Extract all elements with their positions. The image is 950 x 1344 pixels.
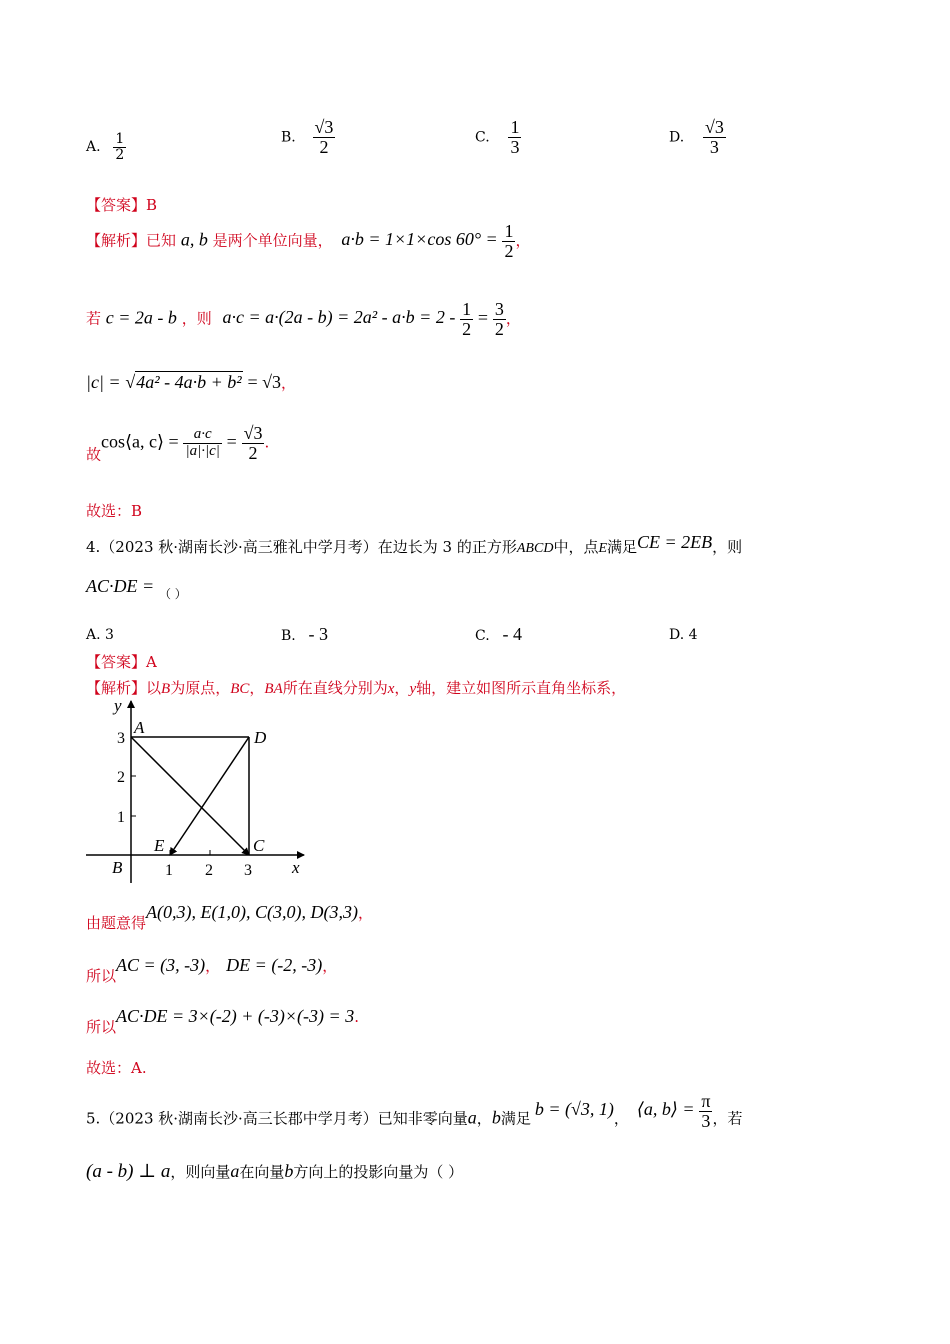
q3-conclusion: 故选：B	[86, 502, 143, 520]
q3-analysis-line2: 若 c = 2a - b ，则 a·c = a·(2a - b) = 2a² - a·b = 2 - $\frac{1}{2}$ = $\frac{3}{2}$ ，	[86, 299, 521, 339]
condition-formula: CE = 2EB	[637, 532, 713, 552]
q4-option-d: D. 4	[669, 627, 698, 643]
option-label: B.	[281, 129, 296, 146]
q5-stem-line2: (a - b) ⊥ a，则向量a在向量b方向上的投影向量为（ ）	[86, 1161, 464, 1182]
x-axis-label: x	[292, 858, 300, 877]
tick-label-x-3: 3	[244, 862, 252, 879]
q5-stem-line1: 5.（2023 秋·湖南长沙·高三长郡中学月考）已知非零向量a，b满足 b = (√3, 1)， ⟨a, b⟩ = $\frac{\pi}{3}$ ，若	[86, 1091, 743, 1131]
q3-analysis-line4: 故cos⟨a, c⟩ = $\frac{a\cdot c}{|a|\cdot|c|}$ = $\frac{√3}{2}$ .	[86, 423, 270, 464]
perpendicular-condition: (a - b) ⊥ a	[86, 1161, 171, 1182]
q3-option-d	[669, 118, 726, 157]
dot-product-formula: AC·DE = 3×(-2) + (-3)×(-3) = 3	[116, 1006, 355, 1026]
tick-label-x-1: 1	[165, 862, 173, 879]
q4-solution-line1: 由题意得A(0,3), E(1,0), C(3,0), D(3,3)，	[86, 902, 373, 932]
q3-analysis-line1: 【解析】已知 a, b 是两个单位向量， a·b = 1×1×cos 60° = $\frac{1}{2}$ ，	[86, 221, 531, 261]
point-A-label: A	[134, 718, 145, 737]
math-formula: cos⟨a, c⟩ =	[101, 431, 179, 452]
point-D-label: D	[254, 728, 267, 747]
point-C-label: C	[253, 836, 265, 855]
q3-option-b	[281, 118, 335, 157]
q4-answer: 【答案】A	[86, 653, 157, 671]
fraction: $\frac{1}{3}$	[510, 117, 520, 157]
option-label: C.	[475, 129, 490, 146]
math-vars: a, b	[180, 229, 208, 250]
tick-label-y-1: 1	[117, 809, 125, 826]
vector-AC	[131, 737, 249, 855]
fraction: $\frac{1}{2}$	[462, 299, 472, 339]
option-label: D.	[669, 129, 685, 146]
math-formula: |c| =	[86, 372, 121, 392]
q3-analysis-line3: |c| = √4a² - 4a·b + b² = √3，	[86, 372, 296, 392]
fraction: $\frac{a\cdot c}{|a|\cdot|c|}$	[185, 426, 220, 459]
fraction: $\frac{√3}{2}$	[314, 117, 334, 157]
condition-b: b = (√3, 1)	[534, 1099, 614, 1120]
math-formula: c = 2a - b	[105, 307, 177, 328]
fraction: $\frac{1}{2}$	[115, 131, 125, 163]
q3-option-a	[86, 132, 126, 162]
q3-answer: 【答案】B	[86, 196, 158, 214]
tick-label-y-2: 2	[117, 769, 125, 786]
q4-option-a: A. 3	[86, 627, 114, 643]
q3-option-c	[475, 118, 521, 157]
q4-option-b: B. - 3	[281, 624, 329, 644]
option-label: A.	[86, 139, 101, 156]
coordinate-figure	[86, 695, 316, 885]
q4-solution-line2: 所以AC = (3, -3)， DE = (-2, -3)，	[86, 955, 338, 985]
math-formula: a·b = 1×1×cos 60° =	[341, 229, 498, 250]
q4-stem-line2: AC·DE = $_{( )}$	[86, 576, 187, 601]
point-B-label: B	[112, 858, 123, 877]
y-axis-label: y	[114, 696, 122, 715]
vector-DE	[170, 737, 249, 855]
vector-expression: AC·DE =	[86, 576, 155, 596]
vector-AC-coords: AC = (3, -3)	[116, 955, 206, 975]
fraction: $\frac{√3}{2}$	[243, 423, 263, 463]
point-coordinates: A(0,3), E(1,0), C(3,0), D(3,3)	[146, 902, 358, 922]
tick-label-x-2: 2	[205, 862, 213, 879]
sqrt-symbol: √	[125, 372, 136, 392]
q4-analysis: 【解析】以B为原点，BC，BA所在直线分别为x，y轴，建立如图所示直角坐标系，	[86, 679, 627, 697]
point-E-label: E	[154, 836, 165, 855]
q4-conclusion: 故选：A.	[86, 1059, 147, 1077]
q4-stem-line1: 4.（2023 秋·湖南长沙·高三雅礼中学月考）在边长为 3 的正方形ABCD中，点E满足CE = 2EB，则	[86, 532, 743, 556]
math-formula: a·c = a·(2a - b) = 2a² - a·b = 2 -	[222, 307, 456, 328]
q4-option-c: C. - 4	[475, 624, 522, 644]
tick-label-y-3: 3	[117, 730, 125, 747]
q4-solution-line3: 所以AC·DE = 3×(-2) + (-3)×(-3) = 3.	[86, 1006, 359, 1036]
fraction: $\frac{1}{2}$	[504, 221, 514, 261]
fraction: $\frac{3}{2}$	[494, 299, 504, 339]
condition-angle: ⟨a, b⟩ =	[636, 1099, 695, 1120]
sqrt-radicand: 4a² - 4a·b + b²	[136, 372, 242, 392]
fraction: $\frac{\pi}{3}$	[701, 1091, 711, 1131]
fraction: $\frac{√3}{3}$	[704, 117, 724, 157]
vector-DE-coords: DE = (-2, -3)	[226, 955, 323, 975]
